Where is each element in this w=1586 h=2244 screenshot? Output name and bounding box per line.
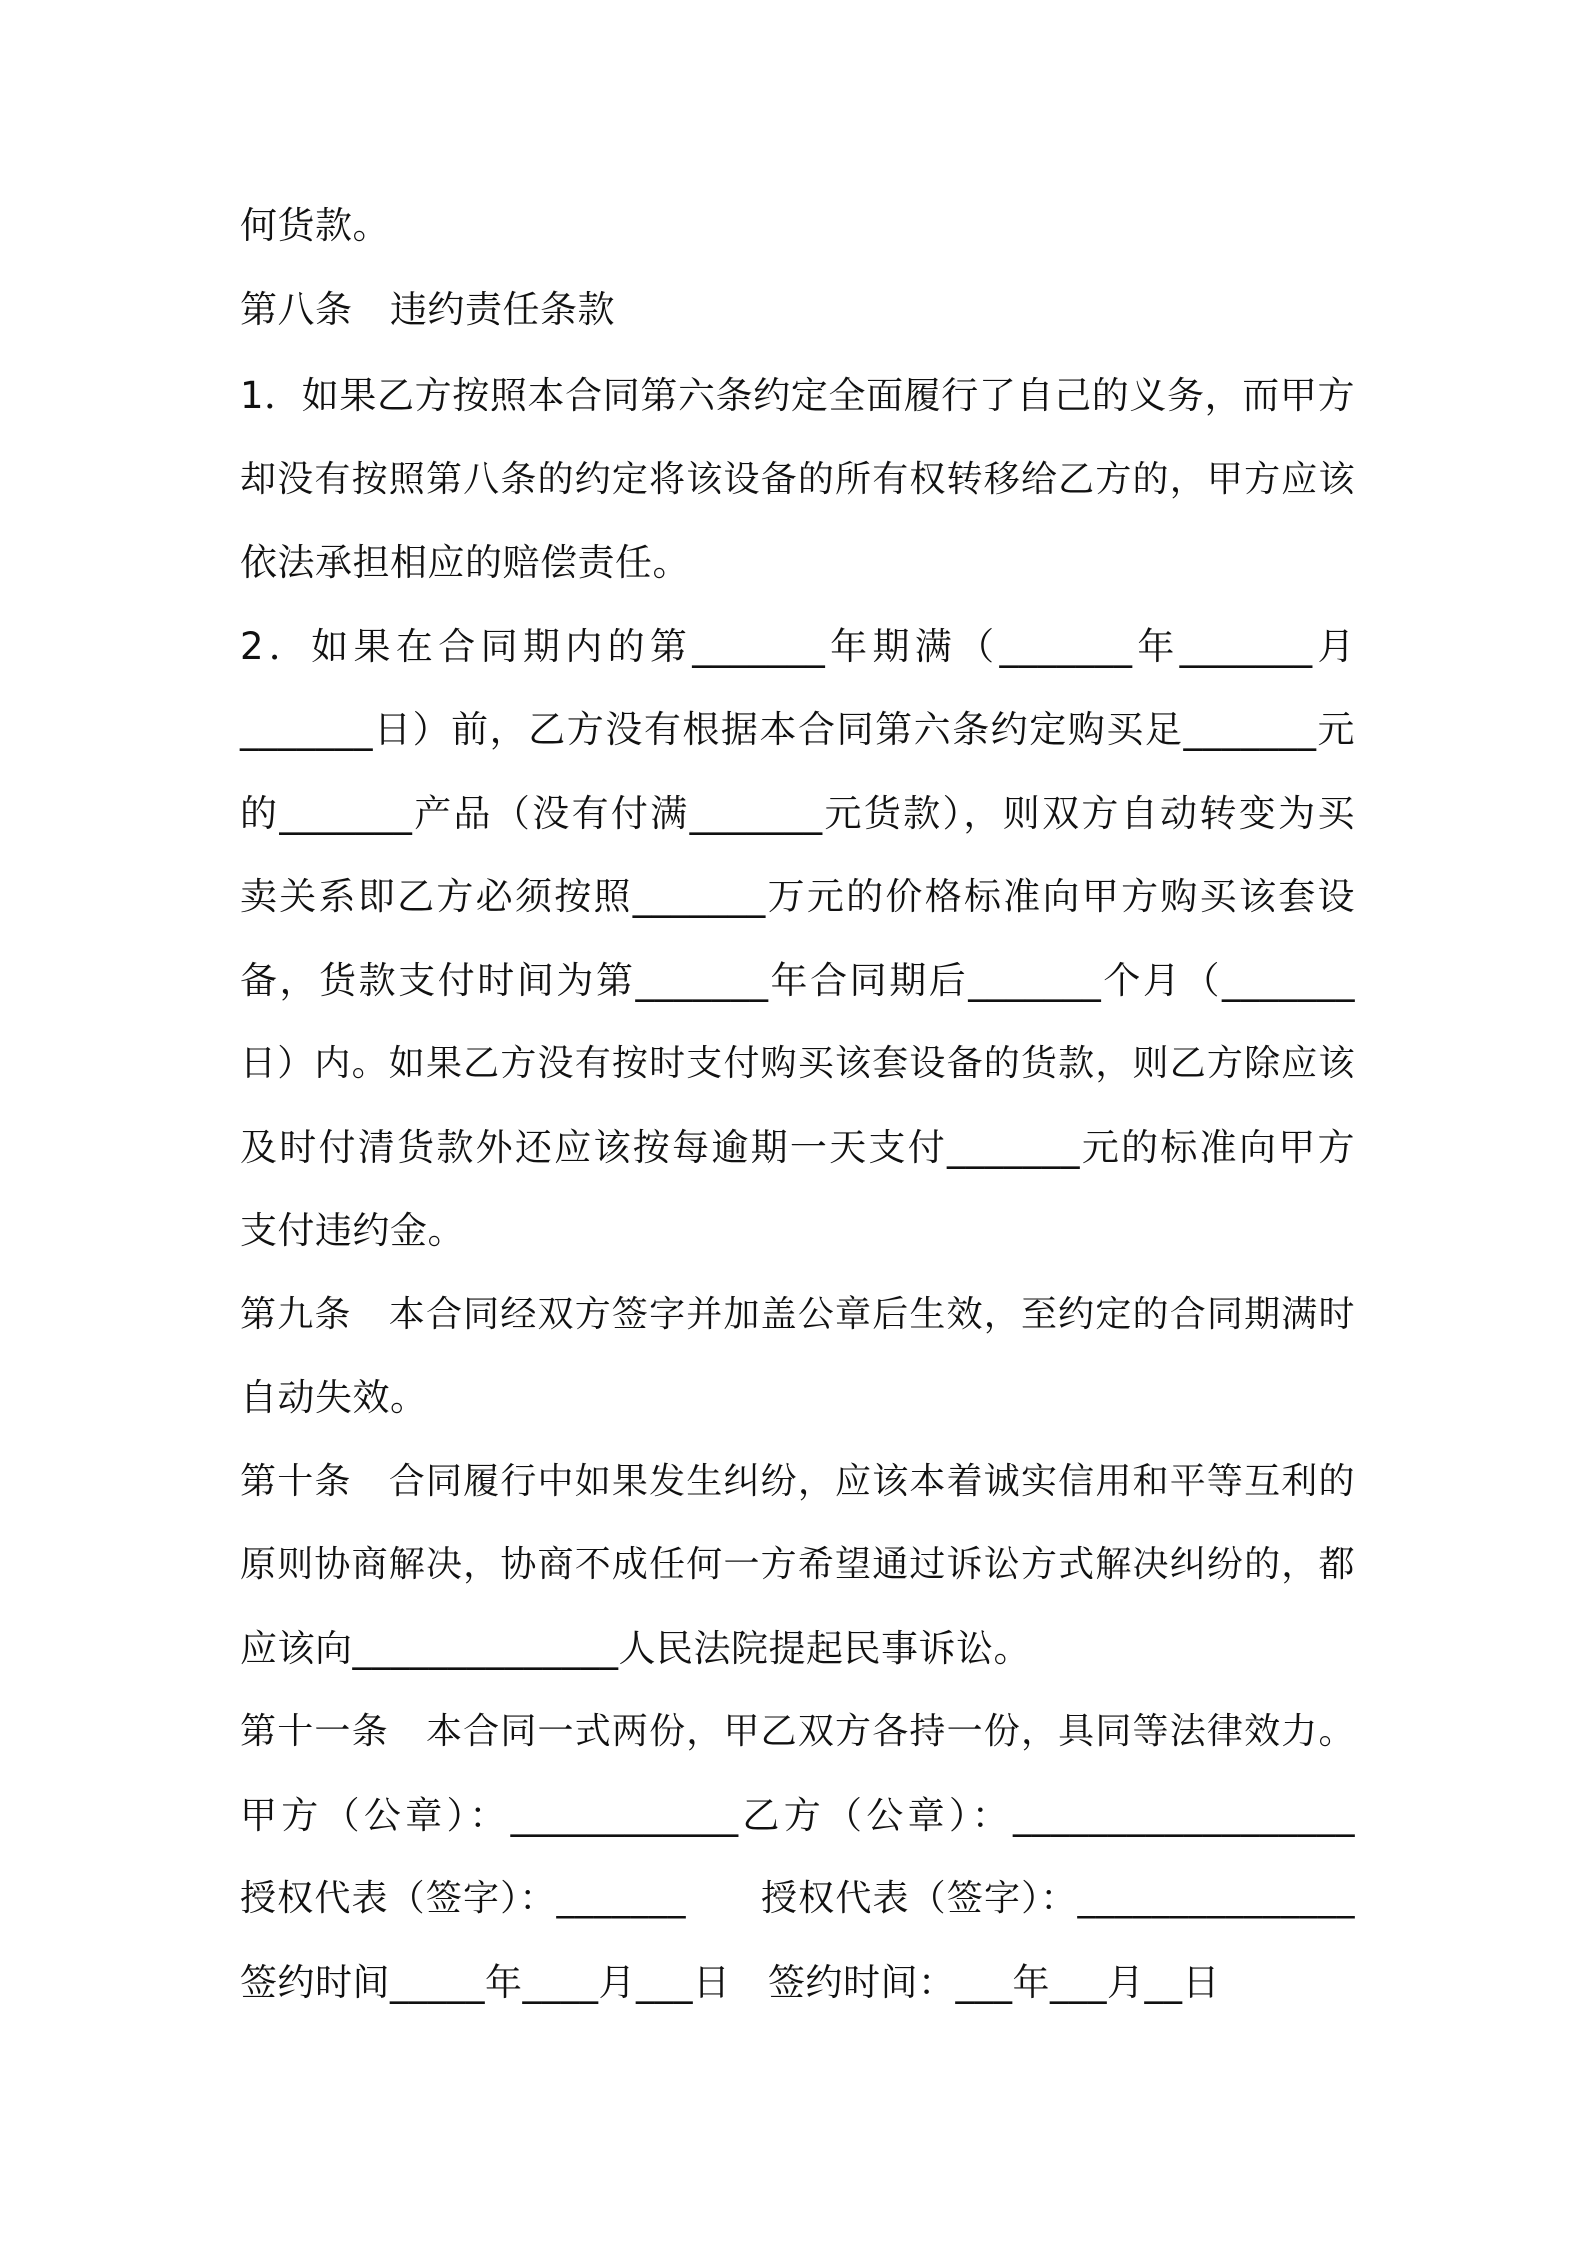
text-line: 及时付清货款外还应该按每逾期一天支付_______元的标准向甲方 (240, 1126, 1355, 1169)
text-line: 原则协商解决，协商不成任何一方希望通过诉讼方式解决纠纷的，都 (240, 1544, 1355, 1585)
text-line: _______日）前，乙方没有根据本合同第六条约定购买足_______元 (240, 708, 1355, 751)
article-heading: 第十一条 本合同一式两份，甲乙双方各持一份，具同等法律效力。 (240, 1711, 1355, 1752)
text-line: 2．如果在合同期内的第_______年期满（_______年_______月 (240, 625, 1355, 668)
text-line: 何货款。 (240, 204, 390, 247)
signature-line-representative: 授权代表（签字）：_______ 授权代表（签字）：_______________ (240, 1878, 1355, 1919)
text-line: 卖关系即乙方必须按照_______万元的价格标准向甲方购买该套设 (240, 875, 1355, 918)
article-heading: 第十条 合同履行中如果发生纠纷，应该本着诚实信用和平等互利的 (240, 1461, 1355, 1502)
text-line: 依法承担相应的赔偿责任。 (240, 541, 690, 584)
signature-line-seal: 甲方（公章）：____________乙方（公章）：__________________ (240, 1794, 1355, 1837)
text-line: 备，货款支付时间为第_______年合同期后_______个月（_______ (240, 959, 1355, 1002)
text-line: 自动失效。 (240, 1376, 428, 1419)
text-line: 的_______产品（没有付满_______元货款），则双方自动转变为买 (240, 792, 1355, 835)
text-line: 1．如果乙方按照本合同第六条约定全面履行了自己的义务，而甲方 (240, 374, 1355, 417)
text-line: 支付违约金。 (240, 1209, 465, 1252)
text-line: 日）内。如果乙方没有按时支付购买该套设备的货款，则乙方除应该 (240, 1043, 1355, 1084)
article-heading: 第八条 违约责任条款 (240, 288, 615, 331)
text-line: 却没有按照第八条的约定将该设备的所有权转移给乙方的，甲方应该 (240, 459, 1355, 500)
text-line: 应该向______________人民法院提起民事诉讼。 (240, 1627, 1031, 1670)
signature-line-date: 签约时间_____年____月___日 签约时间：___年___月__日 (240, 1961, 1220, 2004)
article-heading: 第九条 本合同经双方签字并加盖公章后生效，至约定的合同期满时 (240, 1294, 1355, 1335)
